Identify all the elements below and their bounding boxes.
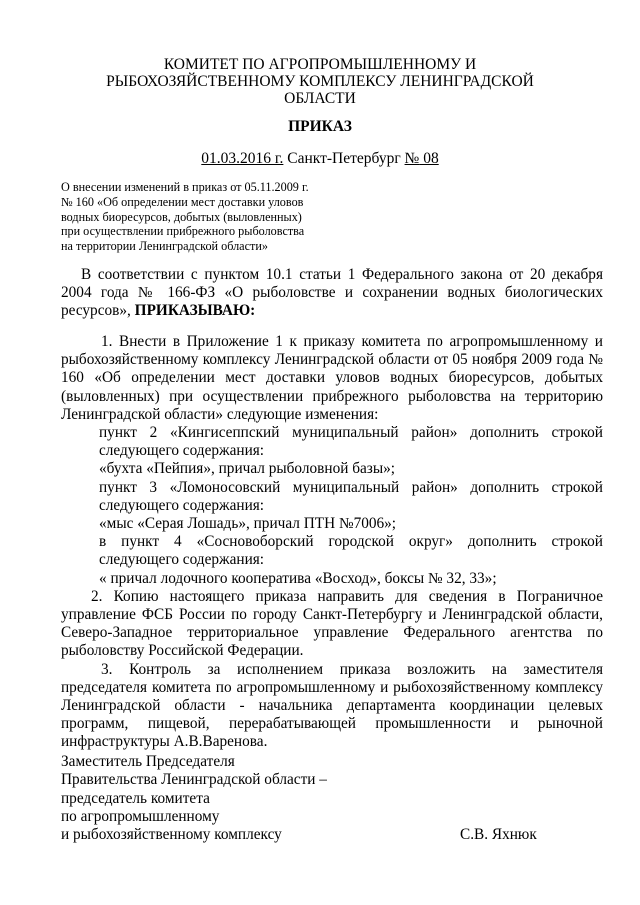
subject-line: водных биоресурсов, добытых (выловленных) — [61, 209, 302, 224]
header-line: РЫБОХОЗЯЙСТВЕННОМУ КОМПЛЕКСУ ЛЕНИНГРАДСКОЙ — [106, 73, 534, 90]
signatory-title-line: и рыбохозяйственному комплексу — [61, 826, 282, 844]
sub-2-content: пункт 3 «Ломоносовский муниципальный район» дополнить строкой следующего содержания: — [99, 478, 603, 514]
committee-header — [0, 56, 640, 107]
signatory-title-line: Правительства Ленинградской области – — [61, 771, 327, 789]
item-1-quote-2: «мыс «Серая Лошадь», причал ПТН №7006»; — [99, 515, 397, 533]
sub-1-text — [61, 424, 603, 460]
subject-line: № 160 «Об определении мест доставки уловов — [61, 194, 304, 209]
preamble — [61, 266, 603, 321]
signatory-title-line: по агропромышленному — [61, 807, 220, 825]
item-1: 1. Внести в Приложение 1 к приказу комитета по агропромышленному и рыбохозяйственному комплексу Ленинградской области от 05 ноября 2009 года № 160 «Об определении мест доставки уловов водных биоресурсов, добытых (выловленных) при осуществлении прибрежного рыболовства на территорию Ленинградской области» следующие изменения: — [61, 333, 603, 423]
dateline — [0, 150, 640, 168]
item-1-quote-3: « причал лодочного кооператива «Восход», боксы № 32, 33»; — [99, 569, 497, 587]
signatory-title-line: председатель комитета — [61, 789, 210, 807]
item-1-quote-1: «бухта «Пейпия», причал рыболовной базы»; — [99, 460, 396, 478]
order-body — [61, 333, 603, 752]
order-number-label: № — [404, 150, 420, 167]
sub-1-content: пункт 2 «Кингисеппский муниципальный район» дополнить строкой следующего содержания: — [99, 424, 603, 460]
item-2: 2. Копию настоящего приказа направить для сведения в Пограничное управление ФСБ России по городу Санкт-Петербургу и Ленинградской области, Северо-Западное территориальное управление Федерального агентства по рыболовству Российской Федерации. — [61, 587, 603, 660]
sub-3-content: в пункт 4 «Сосновоборский городской округ» дополнить строкой следующего содержания: — [99, 533, 603, 569]
item-1-sub-3 — [61, 533, 603, 569]
header-line: ОБЛАСТИ — [284, 90, 356, 107]
subject-line: О внесении изменений в приказ от 05.11.2009 г. — [61, 180, 309, 194]
item-3: 3. Контроль за исполнением приказа возложить на заместителя председателя комитета по агропромышленному и рыбохозяйственному комплексу Ленинградской области - начальника департамента координации целевых программ, пищевой, перерабатывающей промышленности и рыночной инфраструктуры А.В.Варенова. — [61, 660, 603, 751]
item-1-sub-1 — [61, 424, 603, 460]
order-number: 08 — [419, 150, 439, 167]
document-title: ПРИКАЗ — [288, 118, 352, 135]
order-date: 01.03.2016 г. — [201, 150, 284, 167]
header-line: КОМИТЕТ ПО АГРОПРОМЫШЛЕННОМУ И — [163, 56, 477, 73]
order-subject — [61, 180, 341, 254]
signatory-name: С.В. Яхнюк — [460, 826, 537, 843]
subject-line: при осуществлении прибрежного рыболовства — [61, 224, 305, 239]
signatory-title-line: Заместитель Председателя — [61, 753, 235, 770]
order-city: Санкт-Петербург — [283, 150, 405, 167]
subject-line: на территории Ленинградской области» — [61, 239, 268, 254]
item-1-sub-2 — [61, 479, 603, 515]
order-word: ПРИКАЗЫВАЮ: — [134, 302, 256, 320]
preamble-text: В соответствии с пунктом 10.1 статьи 1 Федерального закона от 20 декабря 2004 года № 166-ФЗ «О рыболовстве и сохранении водных биологических ресурсов», — [61, 266, 603, 320]
